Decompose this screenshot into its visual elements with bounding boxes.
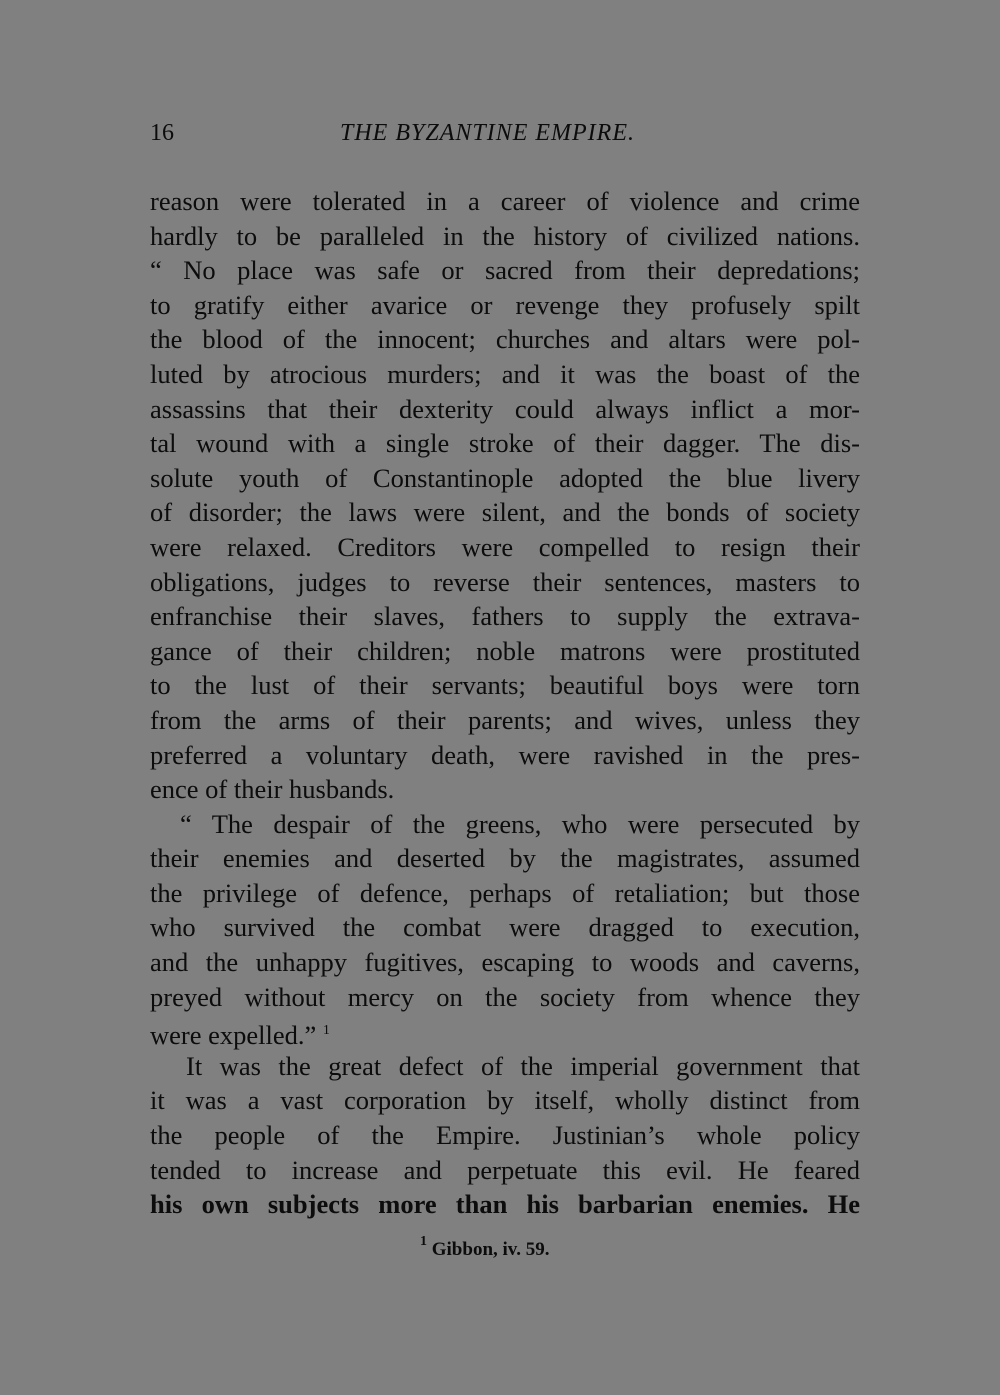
text-line: were relaxed. Creditors were compelled to resign their [150, 531, 860, 562]
footnote-marker: 1 [420, 1234, 427, 1249]
text-line: it was a vast corporation by itself, wholly distinct from [150, 1085, 860, 1116]
text-line: the people of the Empire. Justinian’s whole policy [150, 1120, 860, 1151]
page-header [150, 120, 860, 160]
text-line: “ No place was safe or sacred from their depredations; [150, 255, 860, 286]
text-line: were expelled.” [150, 1020, 317, 1051]
text-line: tended to increase and perpetuate this evil. He feared [150, 1154, 860, 1185]
text-line-with-footnote [150, 1014, 860, 1049]
running-title: THE BYZANTINE EMPIRE. [340, 120, 635, 146]
footnote [420, 1234, 550, 1261]
text-line: It was the great defect of the imperial government that [186, 1050, 860, 1081]
text-line: the blood of the innocent; churches and altars were pol- [150, 324, 860, 355]
footnote-text: Gibbon, iv. 59. [431, 1239, 550, 1260]
text-line: to the lust of their servants; beautiful boys were torn [150, 670, 860, 701]
body-text [150, 184, 860, 1222]
text-line: preferred a voluntary death, were ravished in the pres- [150, 739, 860, 770]
text-line: tal wound with a single stroke of their dagger. The dis- [150, 428, 860, 459]
text-line: reason were tolerated in a career of violence and crime [150, 186, 860, 216]
page-number: 16 [150, 120, 174, 146]
text-line: his own subjects more than his barbarian enemies. He [150, 1189, 860, 1220]
text-line: solute youth of Constantinople adopted the blue livery [150, 462, 860, 493]
footnote-marker: 1 [322, 1023, 330, 1039]
text-line: “ The despair of the greens, who were persecuted by [180, 808, 860, 839]
text-line: enfranchise their slaves, fathers to supply the extrava- [150, 601, 860, 632]
text-line: from the arms of their parents; and wives, unless they [150, 704, 860, 735]
text-line: gance of their children; noble matrons were prostituted [150, 635, 860, 666]
text-line: to gratify either avarice or revenge they profusely spilt [150, 289, 860, 320]
text-line: the privilege of defence, perhaps of retaliation; but those [150, 877, 860, 908]
text-line: ence of their husbands. [150, 774, 395, 805]
text-line: luted by atrocious murders; and it was the boast of the [150, 358, 860, 389]
text-line: hardly to be paralleled in the history of civilized nations. [150, 220, 860, 251]
text-line: obligations, judges to reverse their sentences, masters to [150, 566, 860, 597]
text-line: and the unhappy fugitives, escaping to woods and caverns, [150, 947, 860, 978]
text-line: assassins that their dexterity could always inflict a mor- [150, 393, 860, 424]
text-line: of disorder; the laws were silent, and the bonds of society [150, 497, 860, 528]
text-line: preyed without mercy on the society from whence they [150, 981, 860, 1012]
text-line: their enemies and deserted by the magistrates, assumed [150, 843, 860, 874]
text-line: who survived the combat were dragged to execution, [150, 912, 860, 943]
